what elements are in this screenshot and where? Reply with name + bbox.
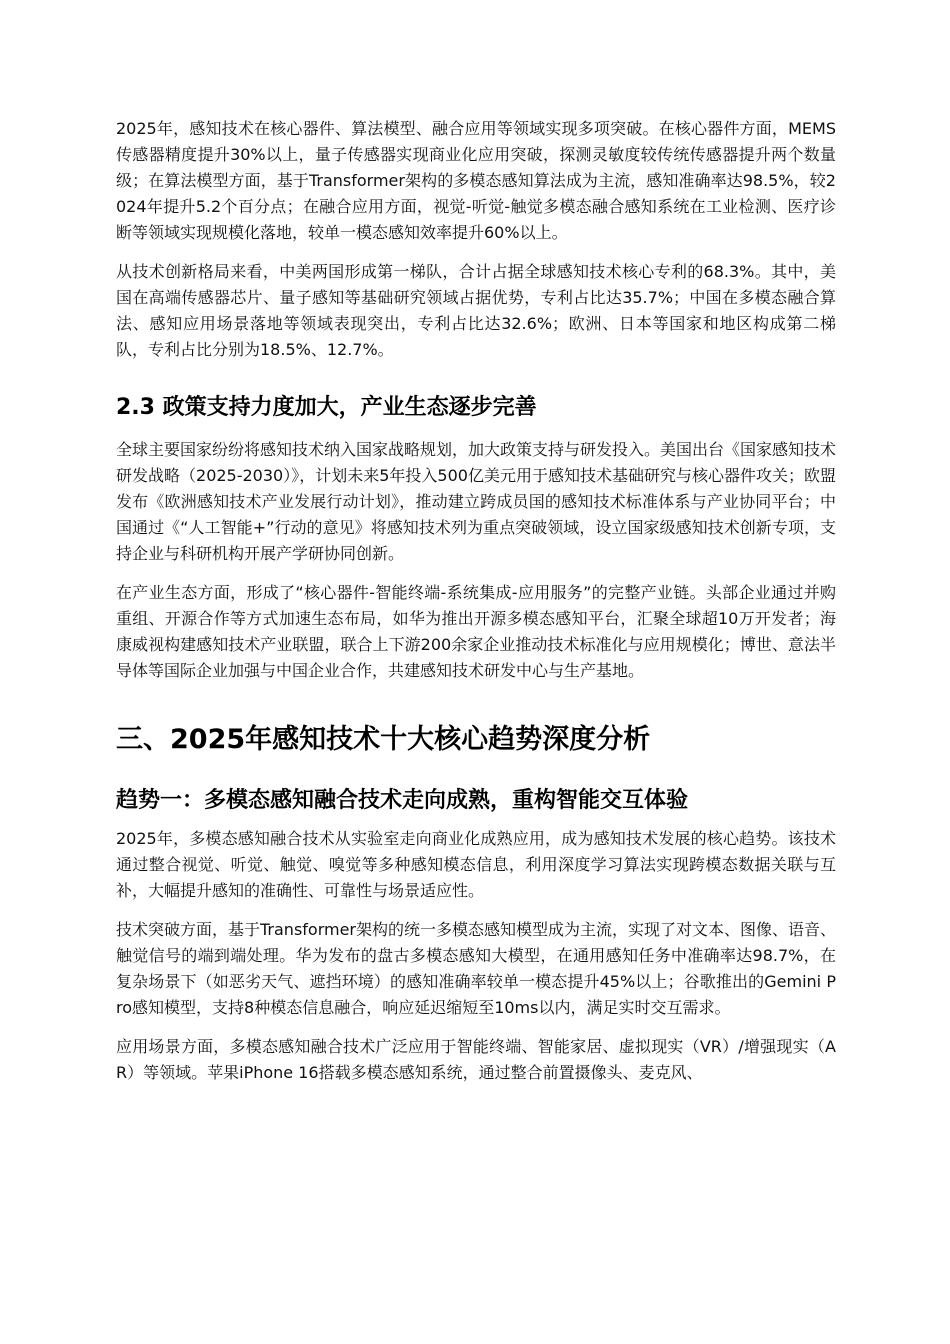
chapter-heading-three: 三、2025年感知技术十大核心趋势深度分析 [116,724,651,755]
paragraph-industry-ecosystem: 在产业生态方面，形成了“核心器件-智能终端-系统集成-应用服务”的完整产业链。头部企业通过并购重组、开源合作等方式加速生态布局，如华为推出开源多模态感知平台，汇聚全球超10万开发者；海康威视构建感知技术产业联盟，联合上下游200余家企业推动技术标准化与应用规模化；博世、意法半导体等国际企业加强与中国企业合作，共建感知技术研发中心与生产基地。 [116,583,836,680]
paragraph-tech-breakthroughs: 2025年，感知技术在核心器件、算法模型、融合应用等领域实现多项突破。在核心器件方面，MEMS传感器精度提升30%以上，量子传感器实现商业化应用突破，探测灵敏度较传统传感器提升两个数量级；在算法模型方面，基于Transformer架构的多模态感知算法成为主流，感知准确率达98.5%，较2024年提升5.2个百分点；在融合应用方面，视觉-听觉-触觉多模态融合感知系统在工业检测、医疗诊断等领域实现规模化落地，较单一模态感知效率提升60%以上。 [116,119,836,242]
paragraph-technical-breakthroughs: 技术突破方面，基于Transformer架构的统一多模态感知模型成为主流，实现了对文本、图像、语音、触觉信号的端到端处理。华为发布的盘古多模态感知大模型，在通用感知任务中准确率达98.7%，在复杂场景下（如恶劣天气、遮挡环境）的感知准确率较单一模态提升45%以上；谷歌推出的Gemini Pro感知模型，支持8种模态信息融合，响应延迟缩短至10ms以内，满足实时交互需求。 [116,920,837,1017]
paragraph-policy-support: 全球主要国家纷纷将感知技术纳入国家战略规划，加大政策支持与研发投入。美国出台《国家感知技术研发战略（2025-2030）》，计划未来5年投入500亿美元用于感知技术基础研究与核心器件攻关；欧盟发布《欧洲感知技术产业发展行动计划》，推动建立跨成员国的感知技术标准体系与产业协同平台；中国通过《“人工智能+”行动的意见》将感知技术列为重点突破领域，设立国家级感知技术创新专项，支持企业与科研机构开展产学研协同创新。 [116,440,837,563]
paragraph-application-scenarios: 应用场景方面，多模态感知融合技术广泛应用于智能终端、智能家居、虚拟现实（VR）/增强现实（AR）等领域。苹果iPhone 16搭载多模态感知系统，通过整合前置摄像头、麦克风、 [116,1037,836,1082]
trend-one-heading: 趋势一：多模态感知融合技术走向成熟，重构智能交互体验 [116,788,689,813]
paragraph-innovation-landscape: 从技术创新格局来看，中美两国形成第一梯队，合计占据全球感知技术核心专利的68.3%。其中，美国在高端传感器芯片、量子感知等基础研究领域占据优势，专利占比达35.7%；中国在多模态融合算法、感知应用场景落地等领域表现突出，专利占比达32.6%；欧洲、日本等国家和地区构成第二梯队，专利占比分别为18.5%、12.7%。 [116,262,836,359]
paragraph-multimodal-overview: 2025年，多模态感知融合技术从实验室走向商业化成熟应用，成为感知技术发展的核心趋势。该技术通过整合视觉、听觉、触觉、嗅觉等多种感知模态信息，利用深度学习算法实现跨模态数据关联与互补，大幅提升感知的准确性、可靠性与场景适应性。 [116,829,836,900]
document-page [116,116,836,1086]
section-heading-2-3: 2.3 政策支持力度加大，产业生态逐步完善 [116,395,537,420]
